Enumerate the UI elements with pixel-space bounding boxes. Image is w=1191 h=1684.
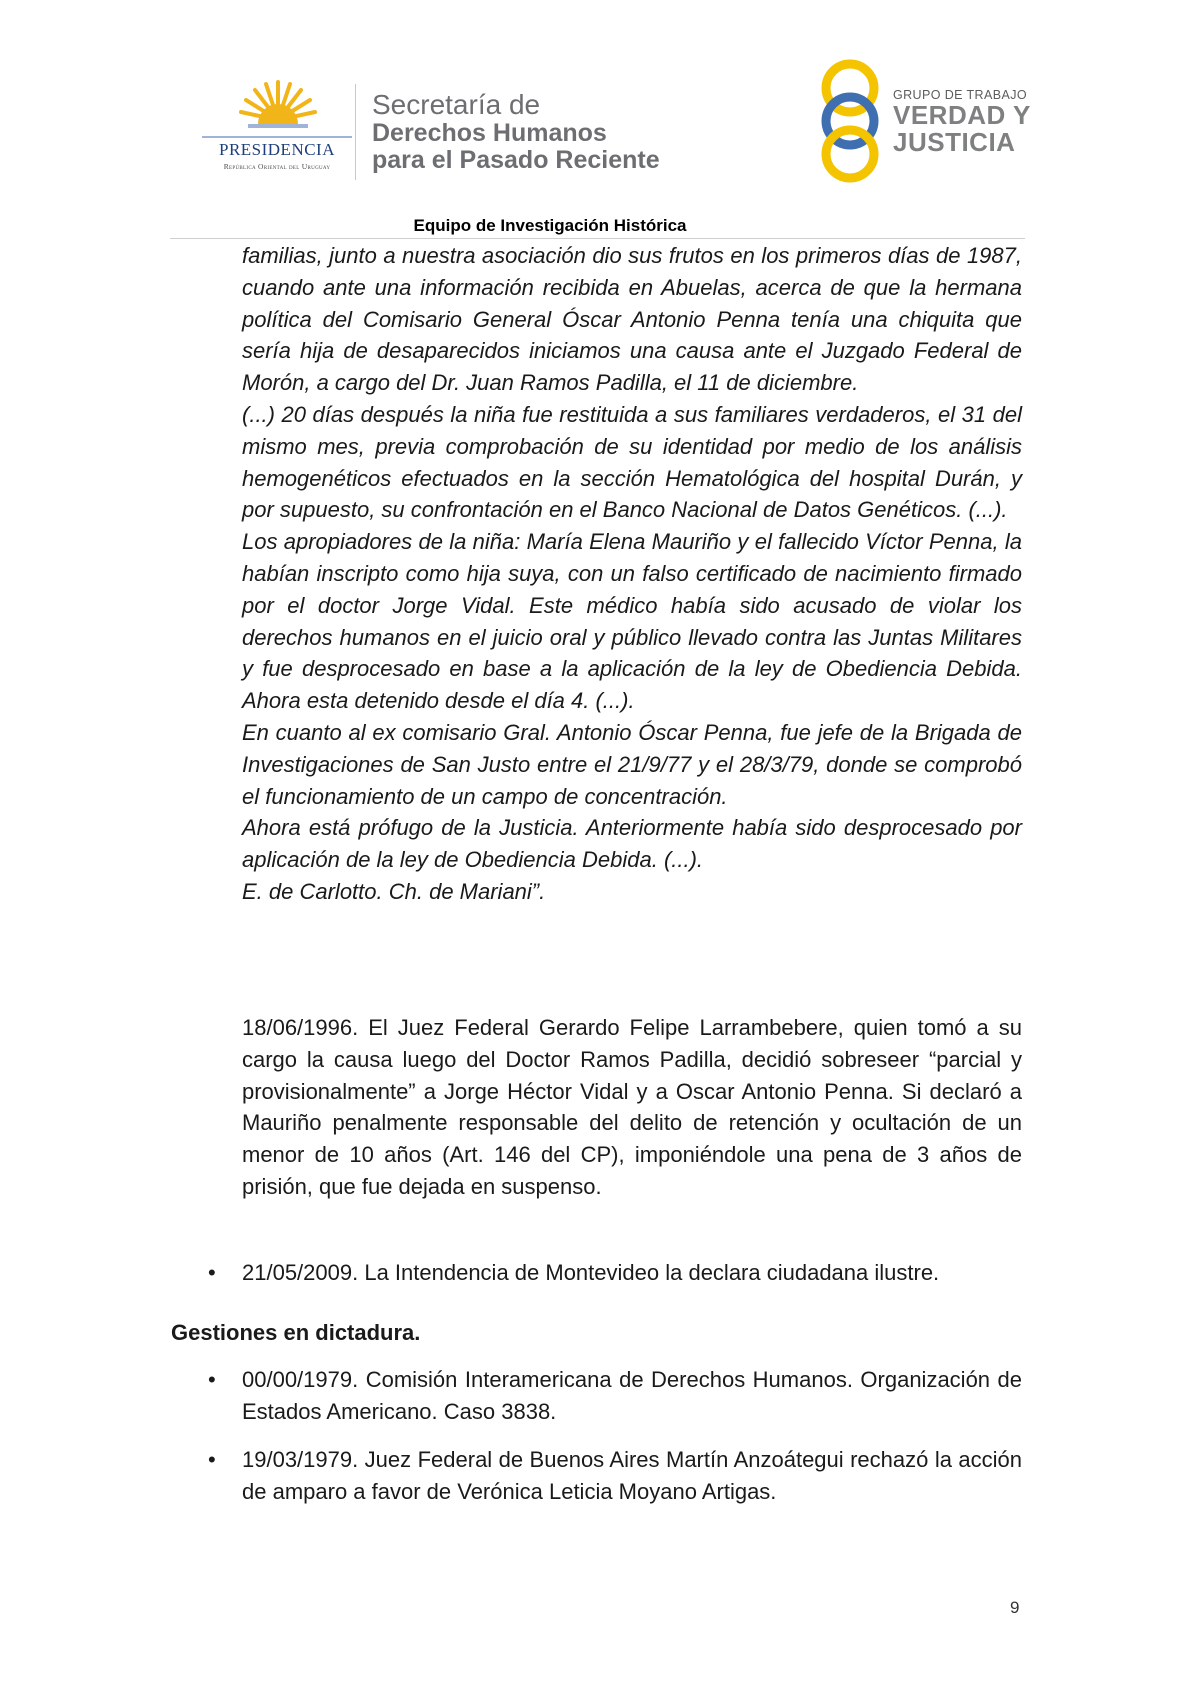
quote-paragraph: familias, junto a nuestra asociación dio sus frutos en los primeros días de 1987, cuando ante una información recibida en Abuelas, acerca de que la hermana política del Comisario General Óscar Antonio Penna tenía una chiquita que sería hija de desaparecidos iniciamos una causa ante el Juzgado Federal de Morón, a cargo del Dr. Juan Ramos Padilla, el 11 de diciembre. bbox=[242, 243, 1022, 396]
quote-paragraph: En cuanto al ex comisario Gral. Antonio Óscar Penna, fue jefe de la Brigada de Investigaciones de San Justo entre el 21/9/77 y el 28/3/79, donde se comprobó el funcionamiento de un campo de concentración. bbox=[242, 719, 1022, 809]
secretaria-line1: Secretaría de bbox=[372, 89, 541, 120]
quoted-letter bbox=[242, 240, 1022, 908]
quote-paragraph: Ahora está prófugo de la Justicia. Anteriormente había sido desprocesado por aplicación de la ley de Obediencia Debida. (...). bbox=[242, 815, 1022, 873]
quote-paragraph: Los apropiadores de la niña: María Elena Mauriño y el fallecido Víctor Penna, la habían inscripto como hija suya, con un falso certificado de nacimiento firmado por el doctor Jorge Vidal. Este médico había sido acusado de violar los derechos humanos en el juicio oral y público llevado contra las Juntas Militares y fue desprocesado en base a la aplicación de la ley de Obediencia Debida. Ahora esta detenido desde el día 4. (...). bbox=[242, 529, 1022, 714]
quote-paragraph: (...) 20 días después la niña fue restituida a sus familiares verdaderos, el 31 del mismo mes, previa comprobación de su identidad por medio de los análisis hemogenéticos efectuados en la sección Hematológica del hospital Durán, y por supuesto, su confrontación en el Banco Nacional de Datos Genéticos. (...). bbox=[242, 401, 1022, 523]
bullet-symbol: • bbox=[208, 1260, 216, 1285]
bullet-dictadura-2: 19/03/1979. Juez Federal de Buenos Aires Martín Anzoátegui rechazó la acción de amparo a favor de Verónica Leticia Moyano Artigas. bbox=[242, 1447, 1022, 1504]
bullet-symbol: • bbox=[208, 1367, 216, 1392]
page-number: 9 bbox=[1010, 1598, 1020, 1617]
secretaria-line3: para el Pasado Reciente bbox=[372, 146, 660, 174]
bullet-symbol: • bbox=[208, 1447, 216, 1472]
secretaria-line2: Derechos Humanos bbox=[372, 119, 607, 147]
presidencia-subtitle: República Oriental del Uruguay bbox=[223, 162, 331, 171]
section-heading: Gestiones en dictadura. bbox=[171, 1320, 421, 1345]
bullet-dictadura-1: 00/00/1979. Comisión Interamericana de Derechos Humanos. Organización de Estados Americano. Caso 3838. bbox=[242, 1367, 1022, 1424]
paragraph-1996: 18/06/1996. El Juez Federal Gerardo Felipe Larrambebere, quien tomó a su cargo la causa luego del Doctor Ramos Padilla, decidió sobreseer “parcial y provisionalmente” a Jorge Héctor Vidal y a Oscar Antonio Penna. Si declaró a Mauriño penalmente responsable del delito de retención y ocultación de un menor de 10 años (Art. 146 del CP), imponiéndole una pena de 3 años de prisión, que fue dejada en suspenso. bbox=[242, 1015, 1022, 1199]
grupo-line2: VERDAD Y bbox=[893, 100, 1031, 130]
presidencia-name: PRESIDENCIA bbox=[218, 140, 335, 159]
bullet-2009: 21/05/2009. La Intendencia de Montevideo la declara ciudadana ilustre. bbox=[242, 1260, 940, 1285]
department-title: Equipo de Investigación Histórica bbox=[413, 216, 687, 235]
grupo-line3: JUSTICIA bbox=[893, 127, 1016, 157]
quote-signature: E. de Carlotto. Ch. de Mariani”. bbox=[242, 878, 546, 904]
grupo-line1: GRUPO DE TRABAJO bbox=[893, 88, 1027, 102]
